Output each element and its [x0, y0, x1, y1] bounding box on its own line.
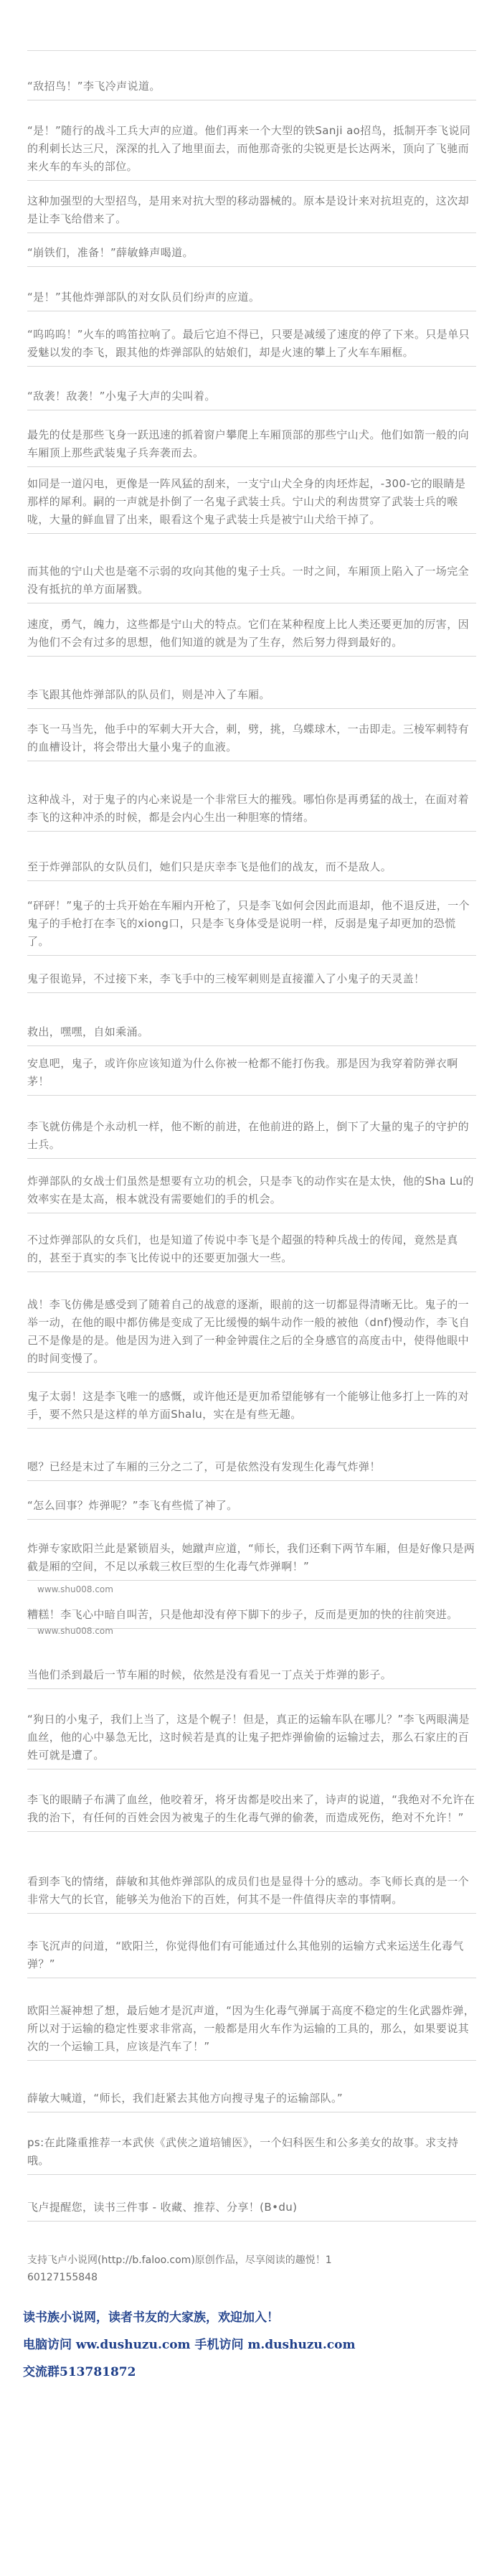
paragraph: 当他们杀到最后一节车厢的时候，依然是没有看见一丁点关于炸弹的影子。	[27, 1666, 476, 1689]
paragraph: “是！”随行的战斗工兵大声的应道。他们再来一个大型的铁Sanji ao招鸟，抵制开李飞说同的利刺长达三尺，深深的扎入了地里面去，而他那奇张的尖锐更是长达两米，顶向了飞驰而来火车的车头的部位。	[27, 122, 476, 181]
paragraph: 炸弹部队的女战士们虽然是想要有立功的机会，只是李飞的动作实在是太快，他的Sha Lu的效率实在是太高，根本就没有需要她们的手的机会。	[27, 1172, 476, 1213]
paragraph: 不过炸弹部队的女兵们，也是知道了传说中李飞是个超强的特种兵战士的传闻，竟然是真的，甚至于真实的李飞比传说中的还要更加强大一些。	[27, 1231, 476, 1272]
paragraph: “呜呜呜！”火车的鸣笛拉响了。最后它迫不得已，只要是减缓了速度的停了下来。只是单只爱魅以发的李飞，跟其他的炸弹部队的姑娘们，却是火速的攀上了火车车厢框。	[27, 326, 476, 367]
promo-slogan: 读书族小说网，读者书友的大家族，欢迎加入！	[23, 2311, 279, 2325]
mobile-access-label: 手机访问	[194, 2338, 244, 2352]
paragraph: “崩铁们，准备！”薛敏蜂声喝道。	[27, 244, 476, 267]
paragraph: 欧阳兰凝神想了想，最后她才是沉声道，“因为生化毒气弹属于高度不稳定的生化武器炸弹，所以对于运输的稳定性要求非常高，一般都是用火车作为运输的工具的，那么，如果要说其次的一个运输工具，应该是汽车了！”	[27, 2002, 476, 2061]
paragraph: 糟糕！李飞心中暗自叫苦，只是他却没有停下脚下的步子，反而是更加的快的往前突进。	[27, 1606, 476, 1629]
paragraph: 李飞沉声的问道，“欧阳兰，你觉得他们有可能通过什么其他别的运输方式来运送生化毒气弹？”	[27, 1937, 476, 1978]
paragraph: “狗日的小鬼子，我们上当了，这是个幌子！但是，真正的运输车队在哪儿？”李飞两眼满是血丝，他的心中暴急无比，这时候若是真的让鬼子把炸弹偷偷的运输过去，那么石家庄的百姓可就是遭了。	[27, 1711, 476, 1769]
paragraph: “敌招鸟！”李飞冷声说道。	[27, 77, 476, 100]
paragraph: “怎么回事？炸弹呢？”李飞有些慌了神了。	[27, 1497, 476, 1520]
paragraph: 至于炸弹部队的女队员们，她们只是庆幸李飞是他们的战友，而不是敌人。	[27, 858, 476, 881]
footer-support-line: 支持飞卢小说网(http://b.faloo.com)原创作品，尽享阅读的趣悦！1	[27, 2255, 332, 2266]
paragraph: 速度，勇气，魄力，这些都是宁山犬的特点。它们在某种程度上比人类还要更加的厉害，因为他们不会有过多的思想，他们知道的就是为了生存，然后努力得到最好的。	[27, 616, 476, 657]
paragraph: “是！”其他炸弹部队的对女队员们纷声的应道。	[27, 288, 476, 311]
promo-group: 交流群513781872	[23, 2365, 136, 2379]
paragraph: “砰砰！”鬼子的士兵开始在车厢内开枪了，只是李飞如何会因此而退却，他不退反进，一个鬼子的手枪打在李飞的xiong口，只是李飞身体受是说明一样，反弱是鬼子却更加的恐慌了。	[27, 897, 476, 956]
paragraph: 李飞就仿佛是个永动机一样，他不断的前进，在他前进的路上，倒下了大量的鬼子的守护的士兵。	[27, 1118, 476, 1159]
footer-number-line: 60127155848	[27, 2272, 98, 2283]
paragraph: 鬼子很诡异，不过接下来，李飞手中的三棱军刺则是直接灌入了小鬼子的天灵盖！	[27, 970, 476, 993]
watermark-text: www.shu008.com	[37, 1626, 113, 1636]
paragraph: 救出，嘿嘿，自如乘涌。	[27, 1023, 476, 1046]
paragraph: 鬼子太弱！这是李飞唯一的感慨，或许他还是更加希望能够有一个能够让他多打上一阵的对手，要不然只是这样的单方面Shalu，实在是有些无趣。	[27, 1388, 476, 1429]
paragraph: 最先的仗是那些飞身一跃迅速的抓着窗户攀爬上车厢顶部的那些宁山犬。他们如箭一般的向车厢顶上那些武装鬼子兵奔袭而去。	[27, 426, 476, 467]
paragraph: 如同是一道闪电，更像是一阵风猛的刮来，一支宁山犬全身的肉坯炸起，-300-它的眼睛是那样的犀利。嗣的一声就是扑倒了一名鬼子武装士兵。宁山犬的利齿贯穿了武装士兵的喉咙，大量的鲜血冒了出来，眼看这个鬼子武装士兵是被宁山犬给干掉了。	[27, 475, 476, 534]
watermark-text: www.shu008.com	[37, 1584, 113, 1594]
paragraph: 安息吧，鬼子，或许你应该知道为什么你被一枪都不能打伤我。那是因为我穿着防弹衣啊茅！	[27, 1055, 476, 1096]
paragraph: 李飞的眼睛子布满了血丝，他咬着牙，将牙齿都是咬出来了，诗声的说道，“我绝对不允许在我的治下，有任何的百姓会因为被鬼子的生化毒气弹的偷袭，而造成死伤，绝对不允许！”	[27, 1791, 476, 1832]
paragraph: 这种战斗，对于鬼子的内心来说是一个非常巨大的摧残。哪怕你是再勇猛的战士，在面对着李飞的这种冲杀的时候，都是会内心生出一种胆寒的情绪。	[27, 791, 476, 832]
paragraph: 看到李飞的情绪，薛敏和其他炸弹部队的成员们也是显得十分的感动。李飞师长真的是一个非常大气的长官，能够关为他治下的百姓，何其不是一件值得庆幸的事情啊。	[27, 1873, 476, 1914]
paragraph: 战！李飞仿佛是感受到了随着自己的战意的逐渐，眼前的这一切都显得清晰无比。鬼子的一举一动，在他的眼中都仿佛是变成了无比缓慢的蜗牛动作一般的被他（dnf)慢动作，李飞自己不是像是的是。他是因为进入到了一种金钟震住之后的全身感官的高度击中，使得他眼中的时间变慢了。	[27, 1296, 476, 1373]
paragraph: ps:在此隆重推荐一本武侠《武侠之道培铺医》，一个妇科医生和公多美女的故事。求支持哦。	[27, 2134, 476, 2175]
pc-site-link[interactable]: ww.dushuzu.com	[75, 2338, 191, 2352]
paragraph: 薛敏大喊道，“师长，我们赶紧去其他方向搜寻鬼子的运输部队。”	[27, 2090, 476, 2112]
paragraph: “敌袭！敌袭！”小鬼子大声的尖叫着。	[27, 387, 476, 410]
paragraph: 嗯？已经是末过了车厢的三分之二了，可是依然没有发现生化毒气炸弹！	[27, 1458, 476, 1481]
paragraph: 炸弹专家欧阳兰此是紧锁眉头，她蹴声应道，“师长，我们还剩下两节车厢，但是好像只是两截是厢的空间，不足以承载三枚巨型的生化毒气炸弹啊！”	[27, 1540, 476, 1581]
paragraph: 李飞一马当先，他手中的军刺大开大合，刺，劈，挑，乌蝶球木，一击即走。三棱军刺特有的血槽设计，将会带出大量小鬼子的血液。	[27, 720, 476, 761]
paragraph: 李飞跟其他炸弹部队的队员们，则是冲入了车厢。	[27, 686, 476, 709]
paragraph: 飞卢提醒您，读书三件事 - 收藏、推荐、分享！(B•du)	[27, 2199, 476, 2222]
promo-access-line	[23, 2333, 355, 2356]
pc-access-label: 电脑访问	[23, 2338, 72, 2352]
top-divider	[27, 50, 476, 51]
paragraph: 而其他的宁山犬也是毫不示弱的攻向其他的鬼子士兵。一时之间，车厢顶上陷入了一场完全没有抵抗的单方面屠戮。	[27, 563, 476, 603]
mobile-site-link[interactable]: m.dushuzu.com	[247, 2338, 356, 2352]
paragraph: 这种加强型的大型招鸟，是用来对抗大型的移动器械的。原本是设计来对抗坦克的，这次却是让李飞给借来了。	[27, 192, 476, 233]
